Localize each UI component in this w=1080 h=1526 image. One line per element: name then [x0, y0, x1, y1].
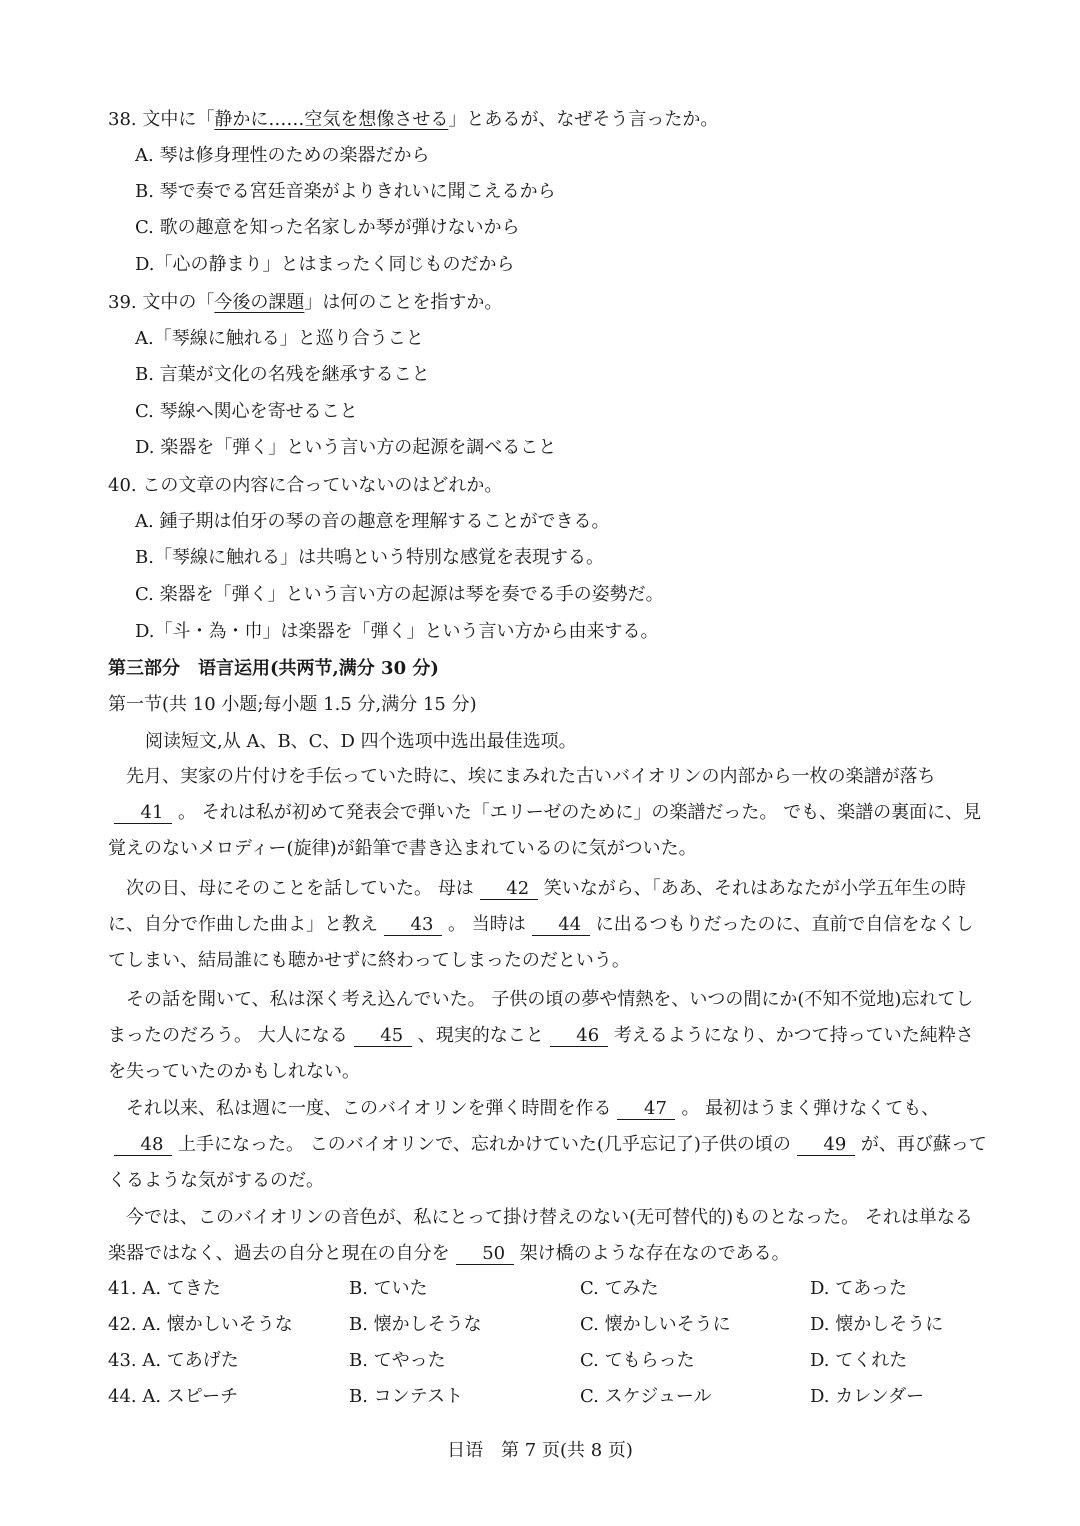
blank-48: 48 [114, 1135, 172, 1156]
answer-row-44 [108, 1384, 1008, 1410]
blank-42: 42 [480, 879, 538, 900]
answer-option: D. カレンダー [810, 1386, 925, 1407]
part-title: 第三部分 语言运用(共两节,满分 30 分) [108, 658, 439, 679]
q40-option-d: D.「斗・為・巾」は楽器を「弾く」という言い方から由来する。 [135, 621, 659, 642]
answer-option: D. てくれた [810, 1350, 908, 1371]
q40-option-b: B.「琴線に触れる」は共鳴という特別な感覚を表現する。 [135, 547, 604, 568]
answer-option: B. 懐かしそうな [349, 1314, 482, 1335]
passage-paragraph-5: 今では、このバイオリンの音色が、私にとって掛け替えのない(无可替代的)ものとなった。 それは単なる楽器ではなく、過去の自分と現在の自分を 50 架け橋のような存在なのである。 [108, 1207, 973, 1264]
answer-option: C. てみた [580, 1278, 659, 1299]
underlined-phrase: 静かに……空気を想像させる [214, 109, 449, 130]
underlined-phrase: 今後の課題 [214, 292, 305, 313]
q39-option-a: A.「琴線に触れる」と巡り合うこと [135, 328, 424, 349]
answer-row-41 [108, 1276, 1008, 1302]
answer-option: 42. A. 懐かしいそうな [108, 1314, 293, 1335]
answer-option: 44. A. スピーチ [108, 1386, 239, 1407]
answer-row-43 [108, 1348, 1008, 1374]
blank-44: 44 [532, 915, 590, 936]
blank-49: 49 [797, 1135, 855, 1156]
page-footer: 日语 第 7 页(共 8 页) [447, 1440, 633, 1461]
answer-row-42 [108, 1312, 1008, 1338]
q38-option-a: A. 琴は修身理性のための楽器だから [135, 145, 430, 166]
q38-option-b: B. 琴で奏でる宮廷音楽がよりきれいに聞こえるから [135, 181, 556, 202]
section-instruction: 阅读短文,从 A、B、C、D 四个选项中选出最佳选项。 [145, 731, 577, 752]
q40-option-a: A. 鍾子期は伯牙の琴の音の趣意を理解することができる。 [135, 511, 610, 532]
section-subtitle: 第一节(共 10 小题;每小题 1.5 分,满分 15 分) [108, 694, 477, 715]
answer-option: B. てやった [349, 1350, 446, 1371]
question-40-stem: 40. この文章の内容に合っていないのはどれか。 [108, 475, 503, 496]
q38-option-d: D.「心の静まり」とはまったく同じものだから [135, 254, 515, 275]
answer-option: 41. A. てきた [108, 1278, 221, 1299]
blank-43: 43 [384, 915, 442, 936]
passage-paragraph-1: 先月、実家の片付けを手伝っていた時に、埃にまみれた古いバイオリンの内部から一枚の楽譜が落ち41 。 それは私が初めて発表会で弾いた「エリーゼのために」の楽譜だった。 でも、楽譜の裏面に、見覚えのないメロディー(旋律)が鉛筆で書き込まれているのに気がついた。 [108, 766, 982, 859]
blank-45: 45 [354, 1026, 412, 1047]
q40-option-c: C. 楽器を「弾く」という言い方の起源は琴を奏でる手の姿勢だ。 [135, 584, 664, 605]
q39-option-c: C. 琴線へ関心を寄せること [135, 401, 358, 422]
q39-option-d: D. 楽器を「弾く」という言い方の起源を調べること [135, 437, 557, 458]
blank-47: 47 [617, 1099, 675, 1120]
blank-46: 46 [550, 1026, 608, 1047]
passage-paragraph-2: 次の日、母にそのことを話していた。 母は 42 笑いながら、「ああ、それはあなたが小学五年生の時に、自分で作曲した曲よ」と教え 43 。 当時は 44 に出るつもりだったのに、直前で自信をなくしてしまい、結局誰にも聴かせずに終わってしまったのだという。 [108, 878, 974, 971]
answer-option: B. コンテスト [349, 1386, 463, 1407]
answer-option: C. てもらった [580, 1350, 695, 1371]
q38-option-c: C. 歌の趣意を知った名家しか琴が弾けないから [135, 217, 520, 238]
answer-option: D. 懐かしそうに [810, 1314, 944, 1335]
blank-50: 50 [456, 1244, 514, 1265]
question-38-stem: 38. 文中に「静かに……空気を想像させる」とあるが、なぜそう言ったか。 [108, 109, 719, 130]
blank-41: 41 [114, 803, 172, 824]
answer-option: 43. A. てあげた [108, 1350, 239, 1371]
q39-option-b: B. 言葉が文化の名残を継承すること [135, 364, 430, 385]
answer-option: C. スケジュール [580, 1386, 712, 1407]
answer-option: B. ていた [349, 1278, 428, 1299]
passage-paragraph-4: それ以来、私は週に一度、このバイオリンを弾く時間を作る 47 。 最初はうまく弾けなくても、48 上手になった。 このバイオリンで、忘れかけていた(几乎忘记了)子供の頃の 49 が、再び蘇ってくるような気がするのだ。 [108, 1098, 987, 1191]
passage-paragraph-3: その話を聞いて、私は深く考え込んでいた。 子供の頃の夢や情熱を、いつの間にか(不知不觉地)忘れてしまったのだろう。 大人になる 45 、現実的なこと 46 考えるようになり、かつて持っていた純粋さを失っていたのかもしれない。 [108, 989, 974, 1082]
answer-option: D. てあった [810, 1278, 908, 1299]
answer-option: C. 懐かしいそうに [580, 1314, 731, 1335]
question-39-stem: 39. 文中の「今後の課題」は何のことを指すか。 [108, 292, 503, 313]
